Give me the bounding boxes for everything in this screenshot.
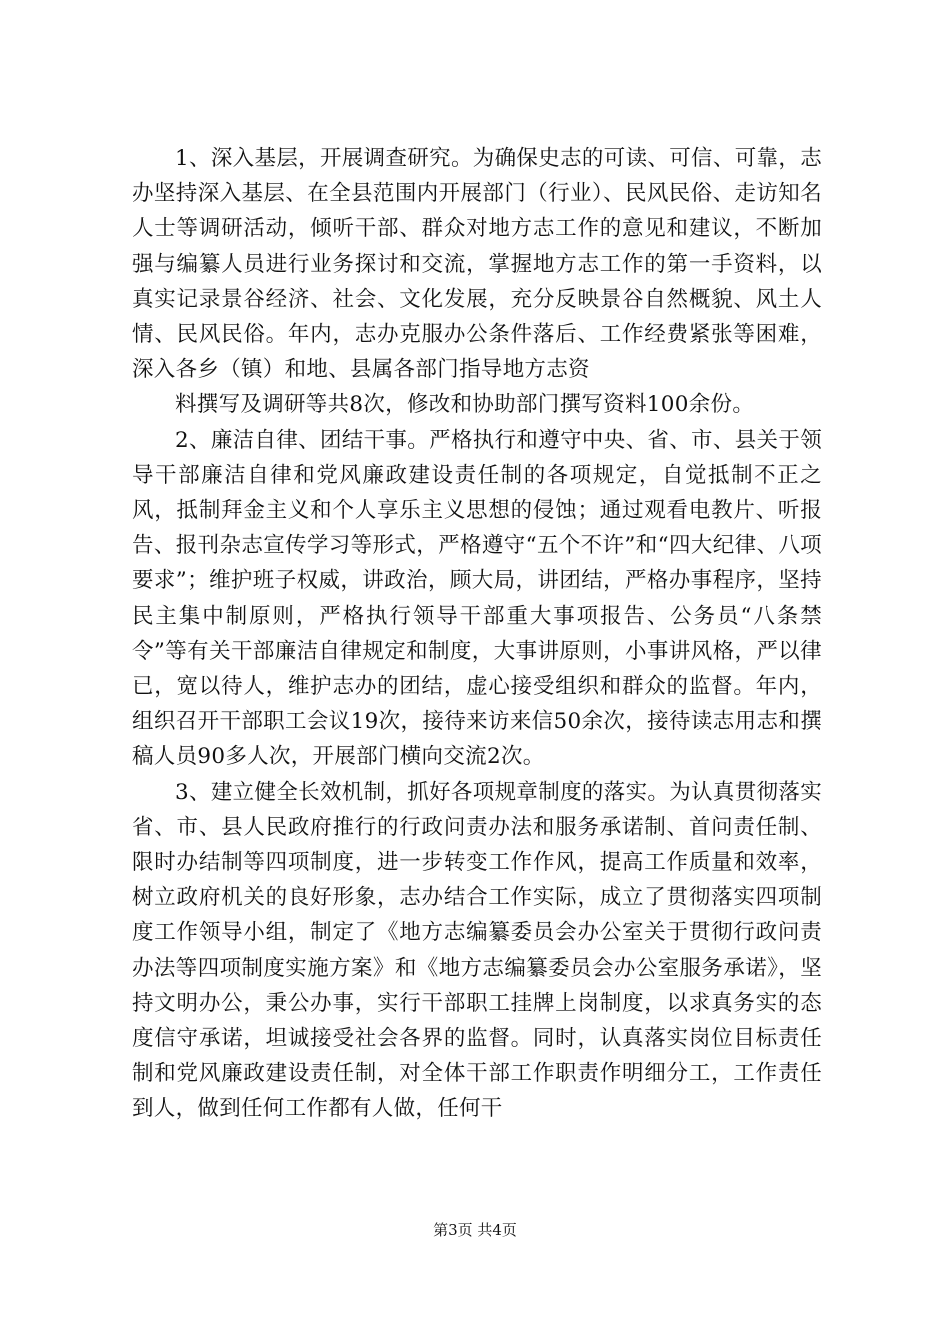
paragraph-1: 1、深入基层，开展调查研究。为确保史志的可读、可信、可靠，志办坚持深入基层、在全县范围内开展部门（行业）、民风民俗、走访知名人士等调研活动，倾听干部、群众对地方志工作的意见和建议，不断加强与编纂人员进行业务探讨和交流，掌握地方志工作的第一手资料，以真实记录景谷经济、社会、文化发展，充分反映景谷自然概貌、风土人情、民风民俗。年内，志办克服办公条件落后、工作经费紧张等困难，深入各乡（镇）和地、县属各部门指导地方志资 bbox=[132, 146, 822, 383]
page-number: 第3页 共4页 bbox=[433, 1221, 517, 1239]
paragraph-4: 3、建立健全长效机制，抓好各项规章制度的落实。为认真贯彻落实省、市、县人民政府推行的行政问责办法和服务承诺制、首问责任制、限时办结制等四项制度，进一步转变工作作风，提高工作质量和效率，树立政府机关的良好形象，志办结合工作实际，成立了贯彻落实四项制度工作领导小组，制定了《地方志编纂委员会办公室关于贯彻行政问责办法等四项制度实施方案》和《地方志编纂委员会办公室服务承诺》，坚持文明办公，秉公办事，实行干部职工挂牌上岗制度，以求真务实的态度信守承诺，坦诚接受社会各界的监督。同时，认真落实岗位目标责任制和党风廉政建设责任制，对全体干部工作职责作明细分工，工作责任到人，做到任何工作都有人做，任何干 bbox=[132, 779, 822, 1122]
paragraph-2: 料撰写及调研等共8次，修改和协助部门撰写资料100余份。 bbox=[175, 392, 755, 418]
paragraph-3: 2、廉洁自律、团结干事。严格执行和遵守中央、省、市、县关于领导干部廉洁自律和党风廉政建设责任制的各项规定，自觉抵制不正之风，抵制拜金主义和个人享乐主义思想的侵蚀；通过观看电教片、听报告、报刊杂志宣传学习等形式，严格遵守“五个不许”和“四大纪律、八项要求”；维护班子权威，讲政治，顾大局，讲团结，严格办事程序，坚持民主集中制原则，严格执行领导干部重大事项报告、公务员“八条禁令”等有关干部廉洁自律规定和制度，大事讲原则，小事讲风格，严以律已，宽以待人，维护志办的团结，虚心接受组织和群众的监督。年内，组织召开干部职工会议19次，接待来访来信50余次，接待读志用志和撰稿人员90多人次，开展部门横向交流2次。 bbox=[132, 427, 822, 770]
document-body bbox=[132, 141, 822, 1127]
